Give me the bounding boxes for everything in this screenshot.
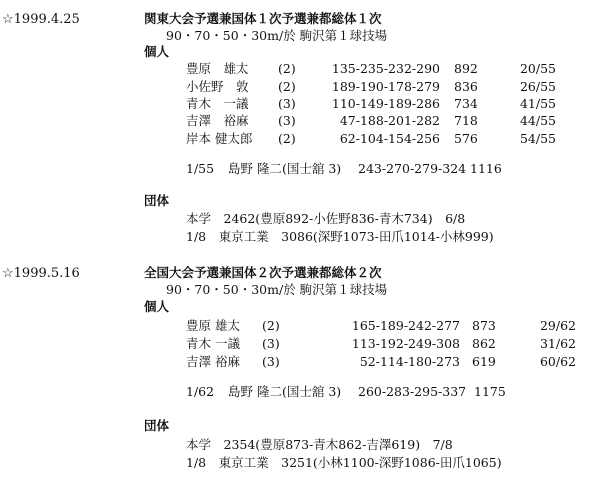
individual-heading: 個人 [144, 44, 170, 59]
entry-name: 青木 一議 [186, 96, 249, 111]
entry-name: 吉澤 裕麻 [186, 354, 240, 369]
event-venue: 90・70・50・30m/於 駒沢第１球技場 [166, 282, 388, 297]
entry-scores: 113-192-249-308 [351, 336, 460, 351]
entry-grade: (2) [278, 79, 296, 94]
entry-total: 862 [472, 336, 496, 351]
entry-name: 小佐野 敦 [186, 79, 249, 94]
entry-scores: 47-188-201-282 [339, 113, 440, 128]
top-rank: 1/55 [186, 161, 215, 176]
entry-total: 873 [472, 318, 496, 333]
entry-rank: 41/55 [519, 96, 556, 111]
entry-scores: 165-189-242-277 [351, 318, 460, 333]
team-heading: 団体 [144, 193, 170, 208]
team-line: 本学 2462(豊原892-小佐野836-青木734) 6/8 [186, 211, 466, 226]
entry-scores: 62-104-154-256 [339, 131, 440, 146]
entry-total: 619 [472, 354, 496, 369]
entry-grade: (3) [262, 354, 280, 369]
top-name: 島野 隆二(国士舘 3) [228, 384, 342, 399]
entry-total: 734 [454, 96, 478, 111]
entry-grade: (2) [278, 61, 296, 76]
team-line: 1/8 東京工業 3251(小林1100-深野1086-田爪1065) [186, 455, 502, 470]
entry-rank: 60/62 [539, 354, 576, 369]
entry-name: 豊原 雄太 [186, 61, 249, 76]
top-scores: 243-270-279-324 [358, 161, 467, 176]
entry-grade: (3) [278, 113, 296, 128]
entry-grade: (2) [278, 131, 296, 146]
entry-name: 岸本 健太郎 [186, 131, 253, 146]
top-name: 島野 隆二(国士舘 3) [228, 161, 342, 176]
event-date: ☆1999.5.16 [2, 266, 80, 281]
entry-total: 836 [454, 79, 478, 94]
entry-total: 892 [454, 61, 478, 76]
entry-rank: 20/55 [519, 61, 556, 76]
team-line: 本学 2354(豊原873-青木862-吉澤619) 7/8 [186, 437, 453, 452]
entry-rank: 54/55 [519, 131, 556, 146]
entry-grade: (3) [278, 96, 296, 111]
event-title: 関東大会予選兼国体１次予選兼都総体１次 [144, 11, 382, 26]
entry-total: 718 [454, 113, 478, 128]
top-scores: 260-283-295-337 [358, 384, 467, 399]
entry-rank: 29/62 [539, 318, 576, 333]
top-rank: 1/62 [186, 384, 215, 399]
event-title: 全国大会予選兼国体２次予選兼都総体２次 [144, 265, 382, 280]
event-date: ☆1999.4.25 [2, 12, 80, 27]
entry-scores: 135-235-232-290 [331, 61, 440, 76]
entry-scores: 189-190-178-279 [331, 79, 440, 94]
top-total: 1175 [474, 384, 506, 399]
entry-grade: (3) [262, 336, 280, 351]
individual-heading: 個人 [144, 299, 170, 314]
entry-scores: 52-114-180-273 [359, 354, 460, 369]
entry-name: 青木 一議 [186, 336, 240, 351]
entry-grade: (2) [262, 318, 280, 333]
team-heading: 団体 [144, 418, 170, 433]
top-total: 1116 [470, 161, 502, 176]
entry-total: 576 [454, 131, 478, 146]
entry-scores: 110-149-189-286 [331, 96, 440, 111]
entry-rank: 31/62 [539, 336, 576, 351]
entry-rank: 26/55 [519, 79, 556, 94]
entry-rank: 44/55 [519, 113, 556, 128]
event-venue: 90・70・50・30m/於 駒沢第１球技場 [166, 28, 388, 43]
entry-name: 豊原 雄太 [186, 318, 240, 333]
entry-name: 吉澤 裕麻 [186, 113, 249, 128]
team-line: 1/8 東京工業 3086(深野1073-田爪1014-小林999) [186, 229, 494, 244]
